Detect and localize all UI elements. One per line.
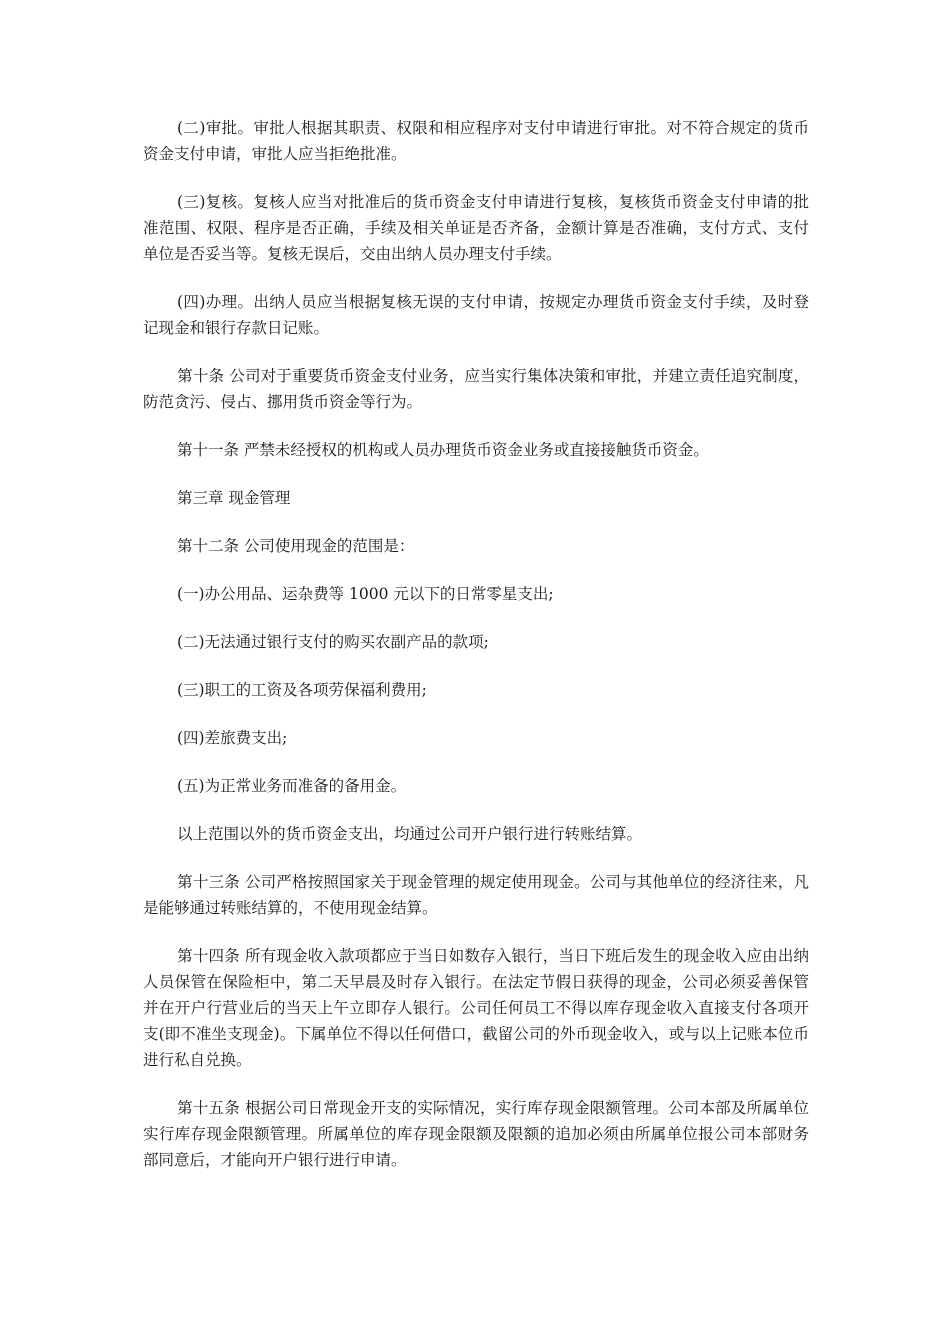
- paragraph-review: [143, 189, 809, 267]
- article-15: [143, 1095, 809, 1173]
- cash-scope-item-2: [143, 629, 809, 655]
- paragraph-text: (四)差旅费支出;: [177, 729, 288, 747]
- paragraph-text: 以上范围以外的货币资金支出，均通过公司开户银行进行转账结算。: [177, 825, 643, 843]
- document-body: [143, 115, 809, 1195]
- paragraph-text: (三)职工的工资及各项劳保福利费用;: [177, 681, 427, 699]
- outside-scope-note: [143, 821, 809, 847]
- paragraph-text: (二)无法通过银行支付的购买农副产品的款项;: [177, 633, 489, 651]
- paragraph-text: (四)办理。出纳人员应当根据复核无误的支付申请，按规定办理货币资金支付手续，及时登记现金和银行存款日记账。: [143, 293, 809, 337]
- paragraph-text: 第三章 现金管理: [177, 489, 291, 507]
- paragraph-text: 第十四条 所有现金收入款项都应于当日如数存入银行，当日下班后发生的现金收入应由出纳人员保管在保险柜中，第二天早晨及时存入银行。在法定节假日获得的现金，公司必须妥善保管并在开户行营业后的当天上午立即存人银行。公司任何员工不得以库存现金收入直接支付各项开支(即不准坐支现金)。下属单位不得以任何借口，截留公司的外币现金收入，或与以上记账本位币进行私自兑换。: [143, 947, 809, 1069]
- paragraph-text: (二)审批。审批人根据其职责、权限和相应程序对支付申请进行审批。对不符合规定的货币资金支付申请，审批人应当拒绝批准。: [143, 119, 809, 163]
- article-12: [143, 533, 809, 559]
- article-13: [143, 869, 809, 921]
- paragraph-text: 第十三条 公司严格按照国家关于现金管理的规定使用现金。公司与其他单位的经济往来，凡是能够通过转账结算的，不使用现金结算。: [143, 873, 809, 917]
- paragraph-text: 第十条 公司对于重要货币资金支付业务，应当实行集体决策和审批，并建立责任追究制度，防范贪污、侵占、挪用货币资金等行为。: [143, 367, 809, 411]
- cash-scope-item-4: [143, 725, 809, 751]
- paragraph-text: (三)复核。复核人应当对批准后的货币资金支付申请进行复核，复核货币资金支付申请的批准范围、权限、程序是否正确，手续及相关单证是否齐备，金额计算是否准确，支付方式、支付单位是否妥当等。复核无误后，交由出纳人员办理支付手续。: [143, 193, 809, 263]
- paragraph-approval: [143, 115, 809, 167]
- paragraph-text: (五)为正常业务而准备的备用金。: [177, 777, 407, 795]
- paragraph-text: 第十一条 严禁未经授权的机构或人员办理货币资金业务或直接接触货币资金。: [177, 441, 709, 459]
- paragraph-text: (一)办公用品、运杂费等 1000 元以下的日常零星支出;: [177, 585, 554, 603]
- cash-scope-item-3: [143, 677, 809, 703]
- cash-scope-item-1: [143, 581, 809, 607]
- paragraph-handling: [143, 289, 809, 341]
- paragraph-text: 第十五条 根据公司日常现金开支的实际情况，实行库存现金限额管理。公司本部及所属单位实行库存现金限额管理。所属单位的库存现金限额及限额的追加必须由所属单位报公司本部财务部同意后，才能向开户银行进行申请。: [143, 1099, 809, 1169]
- paragraph-text: 第十二条 公司使用现金的范围是：: [177, 537, 415, 555]
- chapter-3-heading: [143, 485, 809, 511]
- article-11: [143, 437, 809, 463]
- article-10: [143, 363, 809, 415]
- cash-scope-item-5: [143, 773, 809, 799]
- article-14: [143, 943, 809, 1073]
